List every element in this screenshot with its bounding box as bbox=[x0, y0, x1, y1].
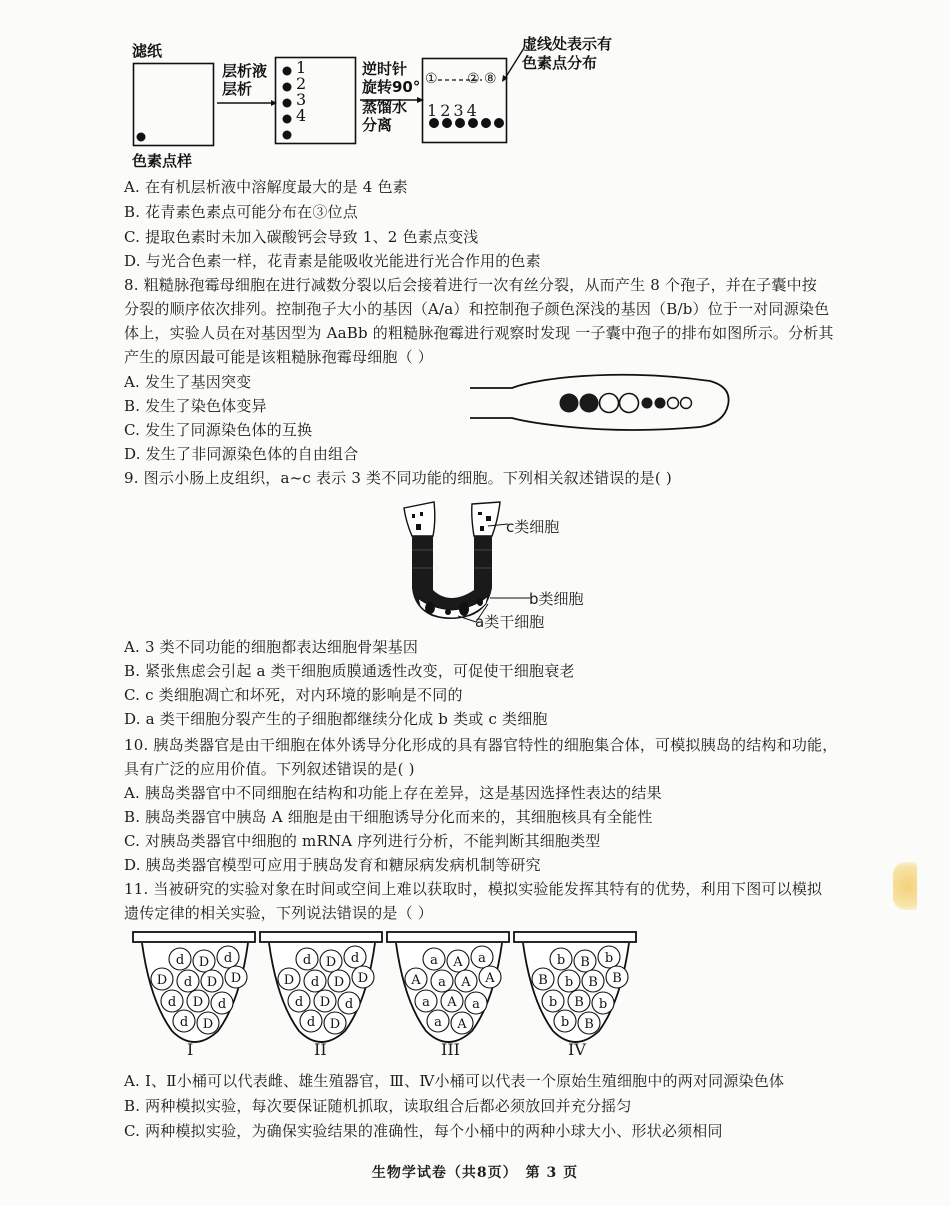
svg-text:b: b bbox=[598, 997, 608, 1012]
svg-text:b: b bbox=[560, 1015, 570, 1030]
q9-option-b: B. 紧张焦虑会引起 a 类干细胞质膜通透性改变，可促使干细胞衰老 bbox=[124, 662, 575, 680]
svg-text:A: A bbox=[411, 973, 421, 988]
svg-text:a: a bbox=[478, 951, 486, 966]
result-circle-1: ① bbox=[425, 71, 438, 87]
bucket-label: III bbox=[441, 1040, 460, 1059]
q10-option-b: B. 胰岛类器官中胰岛 A 细胞是由干细胞诱导分化而来的，其细胞核具有全能性 bbox=[124, 808, 653, 826]
band-1: 1 bbox=[296, 58, 307, 77]
svg-text:D: D bbox=[325, 955, 337, 970]
band-4: 4 bbox=[296, 106, 307, 125]
callout-line1: 虚线处表示有 bbox=[522, 35, 613, 53]
svg-text:B: B bbox=[538, 973, 548, 988]
svg-text:d: d bbox=[167, 995, 177, 1010]
svg-text:D: D bbox=[333, 975, 345, 990]
svg-text:A: A bbox=[485, 971, 495, 986]
svg-text:B: B bbox=[584, 1017, 594, 1032]
svg-text:D: D bbox=[230, 971, 242, 986]
step2-line3: 蒸馏水 bbox=[362, 98, 408, 116]
q11-stem-line: 11. 当被研究的实验对象在时间或空间上难以获取时，模拟实验能发挥其特有的优势，利用下图可以模拟 bbox=[124, 880, 823, 898]
q8-option-a: A. 发生了基因突变 bbox=[124, 373, 252, 391]
svg-text:D: D bbox=[156, 973, 168, 988]
q7-option-d: D. 与光合色素一样，花青素是能吸收光能进行光合作用的色素 bbox=[124, 252, 541, 270]
result-number: 1 bbox=[427, 101, 441, 120]
intestinal-epithelium-diagram bbox=[400, 500, 510, 625]
sample-label: 色素点样 bbox=[132, 152, 193, 170]
step2-line1: 逆时针 bbox=[362, 60, 408, 78]
svg-text:d: d bbox=[223, 951, 233, 966]
svg-text:d: d bbox=[350, 951, 360, 966]
svg-text:A: A bbox=[457, 1017, 467, 1032]
q9-option-c: C. c 类细胞凋亡和坏死，对内环境的影响是不同的 bbox=[124, 686, 463, 704]
bucket-I bbox=[132, 931, 257, 1061]
svg-text:b: b bbox=[564, 975, 574, 990]
page-footer: 生物学试卷（共8页） 第 3 页 bbox=[371, 1165, 579, 1181]
svg-text:D: D bbox=[206, 975, 218, 990]
q11-option-b: B. 两种模拟实验，每次要保证随机抓取，读取组合后都必须放回并充分摇匀 bbox=[124, 1097, 632, 1115]
q7-option-b: B. 花青素色素点可能分布在③位点 bbox=[124, 203, 358, 221]
svg-text:D: D bbox=[202, 1017, 214, 1032]
bucket-label: IV bbox=[568, 1040, 586, 1059]
svg-text:D: D bbox=[319, 995, 331, 1010]
svg-text:d: d bbox=[306, 1015, 316, 1030]
svg-text:D: D bbox=[329, 1017, 341, 1032]
svg-text:d: d bbox=[179, 1015, 189, 1030]
callout-label bbox=[522, 35, 612, 73]
step1-line1: 层析液 bbox=[222, 62, 268, 80]
q8-option-b: B. 发生了染色体变异 bbox=[124, 397, 267, 415]
svg-text:B: B bbox=[574, 995, 584, 1010]
svg-text:d: d bbox=[175, 953, 185, 968]
q7-option-a: A. 在有机层析液中溶解度最大的是 4 色素 bbox=[124, 178, 408, 196]
svg-text:B: B bbox=[580, 955, 590, 970]
step1-label bbox=[222, 62, 267, 98]
svg-text:d: d bbox=[183, 975, 193, 990]
result-circle-2: ② bbox=[467, 71, 480, 87]
q10-option-a: A. 胰岛类器官中不同细胞在结构和功能上存在差异，这是基因选择性表达的结果 bbox=[124, 784, 662, 802]
result-number: 2 bbox=[440, 101, 454, 120]
result-number: 3 bbox=[453, 101, 467, 120]
svg-text:b: b bbox=[604, 951, 614, 966]
arrow-right-icon bbox=[217, 100, 277, 110]
q8-option-c: C. 发生了同源染色体的互换 bbox=[124, 421, 313, 439]
c-cell-label: c类细胞 bbox=[506, 518, 560, 536]
q11-stem-line: 遗传定律的相关实验，下列说法错误的是（ ） bbox=[124, 904, 433, 922]
result-number: 4 bbox=[466, 101, 480, 120]
q9-stem: 9. 图示小肠上皮组织，a~c 表示 3 类不同功能的细胞。下列相关叙述错误的是( ) bbox=[124, 469, 672, 487]
band-3: 3 bbox=[296, 90, 307, 109]
q8-stem-line: 8. 粗糙脉孢霉母细胞在进行减数分裂以后会接着进行一次有丝分裂，从而产生 8 个孢子，并在子囊中按 bbox=[124, 276, 817, 294]
svg-text:a: a bbox=[472, 997, 480, 1012]
callout-line2: 色素点分布 bbox=[522, 54, 598, 72]
svg-text:d: d bbox=[344, 997, 354, 1012]
q10-stem-line: 10. 胰岛类器官是由干细胞在体外诱导分化形成的具有器官特性的细胞集合体，可模拟胰岛的结构和功能， bbox=[124, 736, 838, 754]
q7-option-c: C. 提取色素时未加入碳酸钙会导致 1、2 色素点变浅 bbox=[124, 228, 479, 246]
step2-line2: 旋转90° bbox=[362, 78, 421, 96]
q8-stem-line: 体上，实验人员在对基因型为 AaBb 的粗糙脉孢霉进行观察时发现 一子囊中孢子的排布如图所示。分析其 bbox=[124, 324, 834, 342]
q8-stem-line: 分裂的顺序依次排列。控制孢子大小的基因（A/a）和控制孢子颜色深浅的基因（B/b）位于一对同源染色 bbox=[124, 300, 830, 318]
band-2: 2 bbox=[296, 74, 307, 93]
bucket-label: II bbox=[314, 1040, 327, 1059]
svg-text:a: a bbox=[422, 995, 430, 1010]
q9-option-d: D. a 类干细胞分裂产生的子细胞都继续分化成 b 类或 c 类细胞 bbox=[124, 710, 548, 728]
result-circle-3: ⑧ bbox=[484, 71, 497, 87]
q8-stem-line: 产生的原因最可能是该粗糙脉孢霉母细胞（ ） bbox=[124, 348, 433, 366]
svg-text:a: a bbox=[438, 975, 446, 990]
ascus-diagram bbox=[470, 375, 735, 433]
svg-text:D: D bbox=[192, 995, 204, 1010]
svg-text:a: a bbox=[430, 953, 438, 968]
step1-line2: 层析 bbox=[222, 80, 253, 98]
arrow-right-icon bbox=[360, 96, 424, 106]
svg-text:d: d bbox=[310, 975, 320, 990]
svg-text:A: A bbox=[447, 995, 457, 1010]
q10-stem-line: 具有广泛的应用价值。下列叙述错误的是( ) bbox=[124, 760, 415, 778]
band-numbers bbox=[296, 60, 306, 124]
a-cell-label: a类干细胞 bbox=[475, 613, 545, 631]
step2-line4: 分离 bbox=[362, 116, 393, 134]
q10-option-d: D. 胰岛类器官模型可应用于胰岛发育和糖尿病发病机制等研究 bbox=[124, 856, 541, 874]
q8-option-d: D. 发生了非同源染色体的自由组合 bbox=[124, 445, 359, 463]
svg-text:a: a bbox=[434, 1015, 442, 1030]
svg-text:A: A bbox=[461, 975, 471, 990]
svg-text:D: D bbox=[283, 973, 295, 988]
q9-option-a: A. 3 类不同功能的细胞都表达细胞骨架基因 bbox=[124, 638, 419, 656]
b-cell-label: b类细胞 bbox=[529, 590, 584, 608]
svg-text:d: d bbox=[217, 997, 227, 1012]
filter-paper-label: 滤纸 bbox=[132, 42, 163, 60]
svg-text:D: D bbox=[357, 971, 369, 986]
svg-text:d: d bbox=[302, 953, 312, 968]
svg-text:A: A bbox=[453, 955, 463, 970]
bucket-label: I bbox=[187, 1040, 194, 1059]
q11-option-c: C. 两种模拟实验，为确保实验结果的准确性，每个小桶中的两种小球大小、形状必须相同 bbox=[124, 1122, 723, 1140]
result-numbers bbox=[427, 101, 480, 120]
filter-paper-square bbox=[133, 63, 215, 147]
paper-stain bbox=[893, 862, 917, 910]
q11-option-a: A. Ⅰ、Ⅱ小桶可以代表雌、雄生殖器官，Ⅲ、Ⅳ小桶可以代表一个原始生殖细胞中的两对同源染色体 bbox=[124, 1072, 785, 1090]
svg-text:b: b bbox=[556, 953, 566, 968]
svg-text:B: B bbox=[588, 975, 598, 990]
svg-text:B: B bbox=[612, 971, 622, 986]
q10-option-c: C. 对胰岛类器官中细胞的 mRNA 序列进行分析，不能判断其细胞类型 bbox=[124, 832, 601, 850]
svg-text:b: b bbox=[548, 995, 558, 1010]
chromatogram-box bbox=[275, 57, 357, 145]
svg-text:D: D bbox=[198, 955, 210, 970]
svg-text:d: d bbox=[294, 995, 304, 1010]
